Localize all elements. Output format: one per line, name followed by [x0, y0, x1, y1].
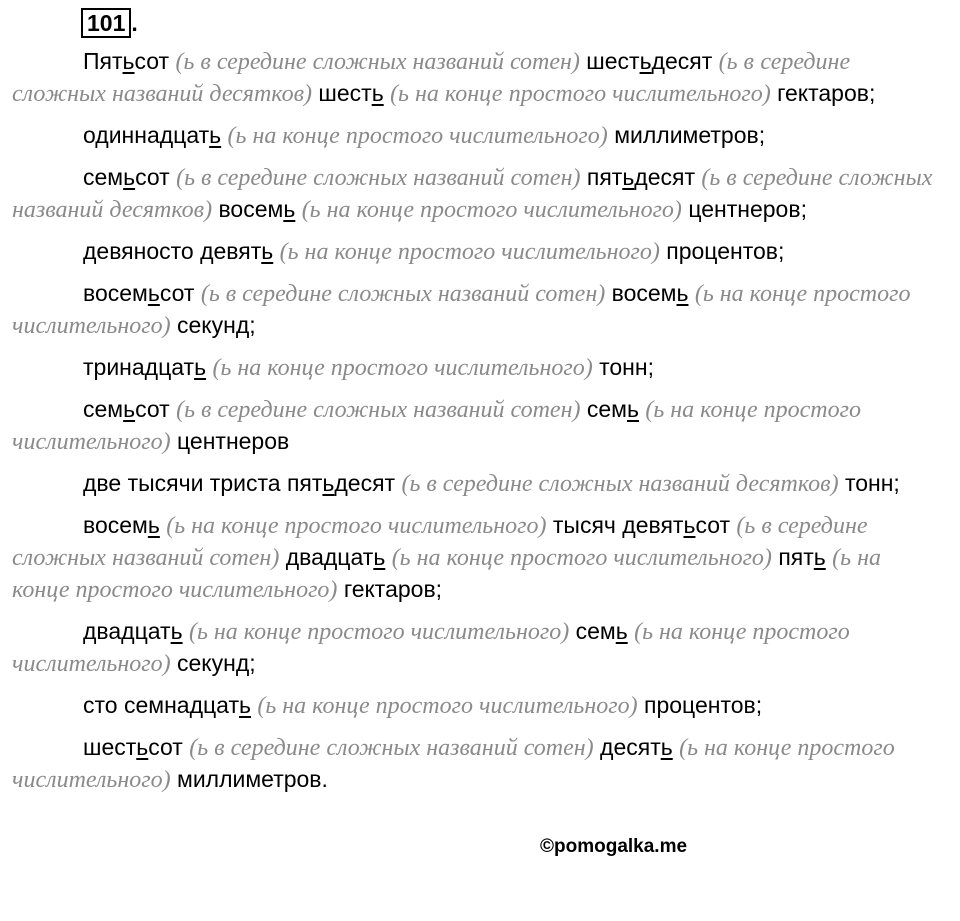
- comment: простого числительного): [508, 81, 771, 107]
- comment: (ь в середине сложных названий сотен): [200, 281, 606, 307]
- comment: (ь в: [718, 49, 754, 75]
- comment: середине сложных названий десятков): [12, 49, 851, 107]
- line-8: две тысячи триста пятьдесят (ь в середине сложных названий десятков) тонн;: [83, 470, 900, 497]
- line-5: восемьсот (ь в середине сложных названий сотен) восемь (ь на конце простого числительного) секунд;: [12, 280, 911, 339]
- line-11: сто семнадцать (ь на конце простого числительного) процентов;: [83, 692, 763, 719]
- exercise-header: [12, 8, 938, 42]
- comment: (ь в середине сложных названий десятков): [12, 165, 933, 223]
- comment: (ь на конце простого числительного): [166, 513, 547, 539]
- line-3: семьсот (ь в середине сложных названий сотен) пятьдесят (ь в середине сложных названий десятков) восемь (ь на конце простого числительного) центнеров;: [12, 164, 933, 223]
- comment: (ь на конце простого числительного): [12, 281, 911, 339]
- line-6: тринадцать (ь на конце простого числительного) тонн;: [83, 354, 654, 381]
- comment: (ь на конце простого числительного): [279, 239, 660, 265]
- comment: (ь на конце простого числительного): [301, 197, 682, 223]
- comment: (ь на конце простого числительного): [12, 619, 850, 677]
- comment: (ь на конце простого числительного): [12, 397, 861, 455]
- line-1: Пятьсот (ь в середине сложных названий сотен) шестьдесят (ь в середине сложных названий десятков) шесть (ь на конце простого числительного) гектаров;: [12, 48, 876, 107]
- comment: (ь на конце простого числительного): [391, 545, 772, 571]
- comment: (ь на конце: [390, 81, 503, 107]
- comment: (ь в середине сложных названий десятков): [401, 471, 839, 497]
- comment: (ь на конце простого числительного): [257, 693, 638, 719]
- watermark: ©pomogalka.me: [540, 836, 688, 857]
- comment: (ь на конце простого числительного): [12, 735, 895, 793]
- exercise-number: 101: [81, 8, 131, 38]
- comment: (ь в середине сложных названий сотен): [12, 513, 868, 571]
- comment: (ь на конце простого числительного): [188, 619, 570, 645]
- line-7: семьсот (ь в середине сложных названий сотен) семь (ь на конце простого числительного) центнеров: [12, 396, 861, 455]
- comment: (ь в середине сложных названий сотен): [176, 397, 581, 423]
- exercise-page: [12, 8, 938, 806]
- line-2: одиннадцать (ь на конце простого числительного) миллиметров;: [83, 122, 766, 149]
- comment: (ь в середине сложных названий сотен): [176, 165, 581, 191]
- line-10: двадцать (ь на конце простого числительного) семь (ь на конце простого числительного) секунд;: [12, 618, 850, 677]
- comment: (ь в середине сложных названий сотен): [189, 735, 594, 761]
- line-4: девяносто девять (ь на конце простого числительного) процентов;: [83, 238, 785, 265]
- line-12: шестьсот (ь в середине сложных названий сотен) десять (ь на конце простого числительного) миллиметров.: [12, 734, 895, 793]
- line-9: восемь (ь на конце простого числительного) тысяч девятьсот (ь в середине сложных названий сотен) двадцать (ь на конце простого числительного) пять (ь на конце простого числительного) гектаров;: [12, 512, 881, 603]
- comment: (ь на конце простого числительного): [12, 545, 881, 603]
- comment: (ь в середине сложных названий сотен): [175, 49, 580, 75]
- comment: (ь на конце простого числительного): [212, 355, 593, 381]
- comment: (ь на конце простого числительного): [227, 123, 608, 149]
- exercise-number-dot: .: [131, 10, 138, 36]
